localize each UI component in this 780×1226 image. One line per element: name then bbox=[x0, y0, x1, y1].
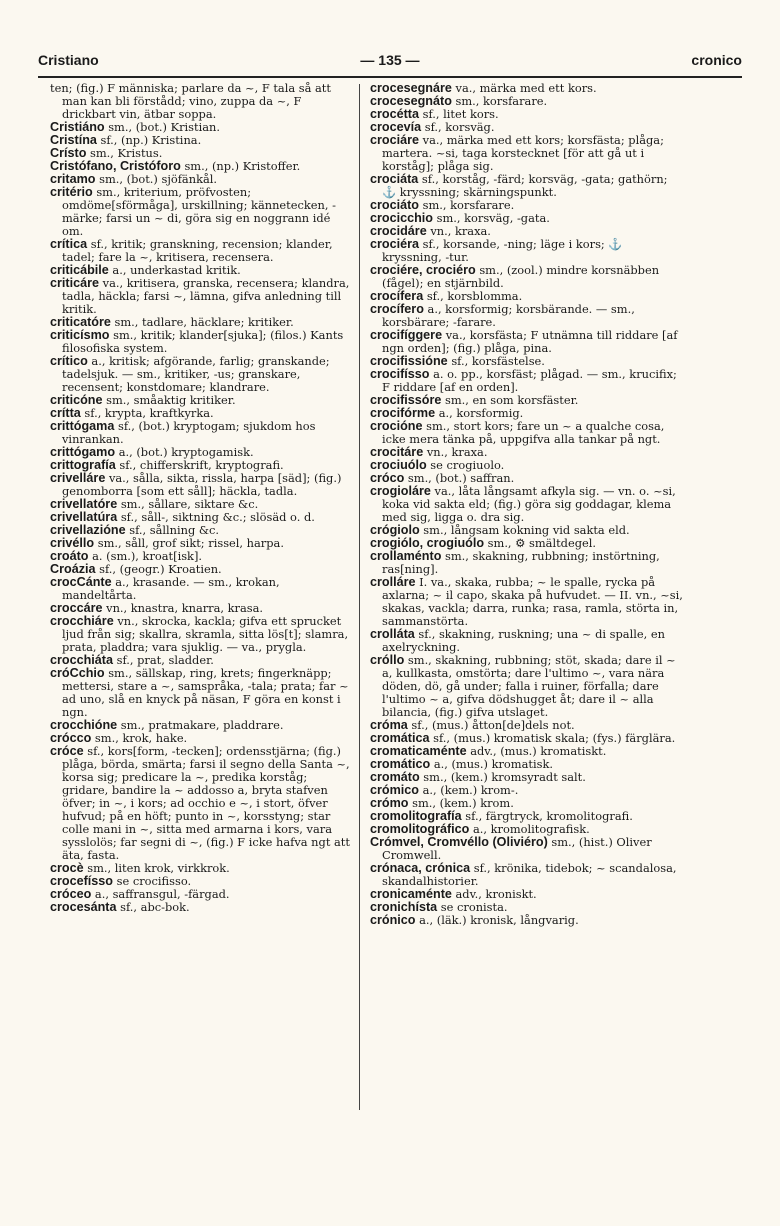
entry-definition: a., krasande. — sm., krokan, mandeltårta. bbox=[62, 575, 280, 602]
entry-headword: crómo bbox=[370, 796, 409, 810]
entry-headword: cromáto bbox=[370, 770, 420, 784]
entry-headword: crocesegnáto bbox=[370, 94, 452, 108]
entry-definition: sf., (mus.) kromatisk skala; (fys.) färglära. bbox=[429, 731, 676, 745]
entry-definition: sf., chifferskrift, kryptografi. bbox=[115, 458, 284, 472]
entry-headword: crociáto bbox=[370, 198, 419, 212]
dictionary-entry bbox=[370, 485, 685, 524]
entry-definition: sm., (kem.) krom. bbox=[408, 796, 514, 810]
entry-headword: crocCánte bbox=[50, 575, 112, 589]
entry-headword: crítica bbox=[50, 237, 88, 251]
entry-headword: crivellatóre bbox=[50, 497, 118, 511]
left-column bbox=[50, 82, 350, 914]
entry-headword: crócco bbox=[50, 731, 92, 745]
entry-definition: sf., kritik; granskning, recension; klander, tadel; fare la ~, kritisera, recensera. bbox=[62, 237, 333, 264]
entry-definition: sf., korsfästelse. bbox=[447, 354, 545, 368]
entry-definition: sm., skakning, rubbning; instörtning, ras[ning]. bbox=[382, 549, 660, 576]
dictionary-entry bbox=[50, 472, 350, 498]
dictionary-entry bbox=[50, 667, 350, 719]
entry-definition: sm., (kem.) kromsyradt salt. bbox=[419, 770, 586, 784]
entry-definition: sm., skakning, rubbning; stöt, skada; dare il ~ a, kullkasta, omstörta; dare l'ultimo ~, vara nära döden, dö, gå under; falla i ruiner, förfalla; dare l'ultimo ~ a, gifva dödshugget åt; dare il ~ alla bilancia, (fig.) gifva utslaget. bbox=[382, 653, 676, 719]
entry-definition: a. o. pp., korsfäst; plågad. — sm., krucifix; F riddare [af en orden]. bbox=[382, 367, 677, 394]
entry-headword: crocifórme bbox=[370, 406, 436, 420]
entry-definition: sf., såll-, siktning &c.; slösäd o. d. bbox=[117, 510, 315, 524]
dictionary-entry bbox=[370, 576, 685, 628]
entry-definition: a., (kem.) krom-. bbox=[419, 783, 519, 797]
entry-definition: ten; (fig.) F människa; parlare da ~, F tala så att man kan bli förstådd; vino, zuppa da ~, F drickbart vin, ätbar soppa. bbox=[50, 81, 331, 121]
entry-definition: sm., långsam kokning vid sakta eld. bbox=[419, 523, 630, 537]
entry-definition: sm., (bot.) sjöfänkål. bbox=[95, 172, 218, 186]
entry-headword: crivellatúra bbox=[50, 510, 118, 524]
entry-headword: croccáre bbox=[50, 601, 103, 615]
entry-headword: crocifíggere bbox=[370, 328, 443, 342]
entry-definition: vn., kraxa. bbox=[423, 445, 488, 459]
entry-headword: crocidáre bbox=[370, 224, 427, 238]
entry-headword: cromaticaménte bbox=[370, 744, 467, 758]
dictionary-entry bbox=[370, 628, 685, 654]
entry-definition: sf., kors[form, -tecken]; ordensstjärna; (fig.) plåga, börda, smärta; farsi il segno della Santa ~, korsa sig; predicare la ~, predika korståg; gridare, bandire la ~ addosso a, bryta stafven öfver; in ~, i kors; ad occhio e ~, i stort, öfver hufvud; på en höft; punto in ~, korsstyng; star colle mani in ~, sitta med armarna i kors, vara sysslolös; far segni di ~, (fig.) F icke hafva ngt att äta, fasta. bbox=[62, 744, 350, 862]
entry-headword: Croázia bbox=[50, 562, 96, 576]
entry-definition: sm., tadlare, häcklare; kritiker. bbox=[110, 315, 294, 329]
entry-definition: a., kritisk; afgörande, farlig; granskande; tadelsjuk. — sm., kritiker, -us; granskare, recensent; konstdomare; klandrare. bbox=[62, 354, 330, 394]
entry-headword: cróceo bbox=[50, 887, 92, 901]
entry-definition: sm., sållare, siktare &c. bbox=[117, 497, 259, 511]
entry-definition: sf., (np.) Kristina. bbox=[96, 133, 202, 147]
entry-headword: crolláre bbox=[370, 575, 416, 589]
entry-definition: sm., en som korsfäster. bbox=[441, 393, 579, 407]
dictionary-entry bbox=[50, 615, 350, 654]
dictionary-entry bbox=[50, 420, 350, 446]
entry-headword: crocióne bbox=[370, 419, 423, 433]
entry-headword: crítta bbox=[50, 406, 81, 420]
entry-definition: a., saffransgul, -färgad. bbox=[91, 887, 230, 901]
entry-definition: sm., (bot.) Kristian. bbox=[104, 120, 220, 134]
entry-definition: sm., korsfarare. bbox=[419, 198, 515, 212]
entry-headword: crociáta bbox=[370, 172, 419, 186]
entry-headword: criticísmo bbox=[50, 328, 110, 342]
dictionary-entry bbox=[50, 329, 350, 355]
entry-definition: va., märka med ett kors. bbox=[451, 81, 597, 95]
entry-headword: crolláta bbox=[370, 627, 415, 641]
entry-definition: vn., kraxa. bbox=[426, 224, 491, 238]
entry-definition: se cronista. bbox=[437, 900, 508, 914]
dictionary-entry bbox=[370, 368, 685, 394]
entry-headword: croáto bbox=[50, 549, 89, 563]
dictionary-entry bbox=[370, 134, 685, 173]
header-last-headword: cronico bbox=[691, 52, 742, 68]
entry-headword: crómico bbox=[370, 783, 419, 797]
entry-definition: a., (läk.) kronisk, långvarig. bbox=[415, 913, 579, 927]
entry-headword: criticatóre bbox=[50, 315, 111, 329]
entry-headword: cromático bbox=[370, 757, 431, 771]
entry-headword: Cristófano, Cristóforo bbox=[50, 159, 181, 173]
entry-headword: crocitáre bbox=[370, 445, 424, 459]
entry-definition: sf., (mus.) åtton[de]dels not. bbox=[407, 718, 575, 732]
dictionary-entry bbox=[50, 238, 350, 264]
entry-headword: criticáre bbox=[50, 276, 100, 290]
entry-definition: a., underkastad kritik. bbox=[108, 263, 241, 277]
entry-headword: Crísto bbox=[50, 146, 87, 160]
entry-headword: crónico bbox=[370, 913, 416, 927]
entry-headword: cróma bbox=[370, 718, 408, 732]
dictionary-entry bbox=[370, 654, 685, 719]
entry-definition: sm., korsväg, -gata. bbox=[433, 211, 550, 225]
entry-headword: cronichísta bbox=[370, 900, 438, 914]
dictionary-entry bbox=[370, 264, 685, 290]
entry-headword: crocétta bbox=[370, 107, 419, 121]
entry-headword: crociére, crociéro bbox=[370, 263, 476, 277]
entry-headword: cróco bbox=[370, 471, 405, 485]
entry-definition: va., sålla, sikta, rissla, harpa [säd]; (fig.) genomborra [som ett såll]; häckla, tadla. bbox=[62, 471, 342, 498]
entry-headword: crocífero bbox=[370, 302, 424, 316]
entry-definition: I. va., skaka, rubba; ~ le spalle, rycka på axlarna; ~ il capo, skaka på hufvudet. — II. vn., ~si, skakas, vackla; darra, runka; rasa, ramla, störta in, sammanstörta. bbox=[382, 575, 683, 628]
entry-definition: sm., sällskap, ring, krets; fingerknäpp; mettersi, stare a ~, samspråka, -tala; prata; far ~ ad uno, slå en knyck på näsan, F göra en konst i ngn. bbox=[62, 666, 349, 719]
dictionary-entry bbox=[370, 303, 685, 329]
entry-headword: crocevía bbox=[370, 120, 422, 134]
entry-headword: crociáre bbox=[370, 133, 420, 147]
entry-headword: crocífera bbox=[370, 289, 424, 303]
entry-headword: crocifissóre bbox=[370, 393, 442, 407]
entry-definition: a., korsformig. bbox=[435, 406, 524, 420]
entry-headword: crocè bbox=[50, 861, 84, 875]
entry-definition: se crocifisso. bbox=[113, 874, 192, 888]
entry-headword: cromolitográfico bbox=[370, 822, 470, 836]
entry-definition: sm., småaktig kritiker. bbox=[102, 393, 236, 407]
entry-definition: sf., sållning &c. bbox=[125, 523, 220, 537]
entry-headword: cronicaménte bbox=[370, 887, 452, 901]
entry-definition: sm., Kristus. bbox=[86, 146, 163, 160]
header-rule bbox=[38, 76, 742, 78]
entry-definition: va., korsfästa; F utnämna till riddare [af ngn orden]; (fig.) plåga, pina. bbox=[382, 328, 678, 355]
entry-definition: sm., ⚙ smältdegel. bbox=[484, 536, 596, 550]
entry-headword: crónaca, crónica bbox=[370, 861, 471, 875]
entry-definition: sf., korståg, -färd; korsväg, -gata; gathörn; ⚓ kryssning; skärningspunkt. bbox=[382, 172, 668, 199]
entry-headword: crociéra bbox=[370, 237, 420, 251]
entry-definition: a. (sm.), kroat[isk]. bbox=[88, 549, 203, 563]
dictionary-entry bbox=[50, 901, 350, 914]
entry-definition: sm., liten krok, virkkrok. bbox=[83, 861, 230, 875]
entry-definition: sf., prat, sladder. bbox=[113, 653, 214, 667]
entry-definition: sf., litet kors. bbox=[419, 107, 499, 121]
entry-headword: crociuólo bbox=[370, 458, 427, 472]
dictionary-entry bbox=[370, 329, 685, 355]
entry-headword: crivelláre bbox=[50, 471, 106, 485]
entry-headword: crittógamo bbox=[50, 445, 116, 459]
entry-definition: sf., skakning, ruskning; una ~ di spalle, en axelryckning. bbox=[382, 627, 665, 654]
entry-headword: crocifísso bbox=[370, 367, 430, 381]
entry-headword: crógiolo bbox=[370, 523, 420, 537]
entry-definition: sf., krönika, tidebok; ~ scandalosa, skandalhistorier. bbox=[382, 861, 677, 888]
entry-headword: cróce bbox=[50, 744, 84, 758]
dictionary-entry bbox=[50, 745, 350, 862]
entry-headword: crittografía bbox=[50, 458, 116, 472]
dictionary-entry bbox=[50, 277, 350, 316]
dictionary-entry bbox=[50, 186, 350, 238]
dictionary-entry bbox=[370, 238, 685, 264]
entry-definition: sm., kriterium, pröfvosten; omdömе[sförmåga], urskillning; kännetecken, -märke; farsi un ~ di, göra sig en noggrann idé om. bbox=[62, 185, 336, 238]
entry-headword: crogioláre bbox=[370, 484, 431, 498]
entry-definition: adv., (mus.) kromatiskt. bbox=[466, 744, 607, 758]
entry-headword: critério bbox=[50, 185, 93, 199]
entry-definition: va., märka med ett kors; korsfästa; plåga; martera. ~si, taga korstecknet [för att gå ut i korståg]; plåga sig. bbox=[382, 133, 664, 173]
entry-headword: criticóne bbox=[50, 393, 103, 407]
entry-definition: sm., korsfarare. bbox=[451, 94, 548, 108]
entry-definition: sm., såll, grof sikt; rissel, harpa. bbox=[94, 536, 284, 550]
entry-headword: cromática bbox=[370, 731, 430, 745]
column-divider bbox=[359, 84, 360, 1110]
entry-definition: a., (bot.) kryptogamisk. bbox=[115, 445, 254, 459]
entry-definition: va., låta långsamt afkyla sig. — vn. o. ~si, koka vid sakta eld; (fig.) göra sig goddagar, klema med sig, ligga o. dra sig. bbox=[382, 484, 676, 524]
dictionary-entry bbox=[50, 576, 350, 602]
dictionary-entry bbox=[370, 420, 685, 446]
dictionary-entry bbox=[370, 173, 685, 199]
entry-headword: Crómvel, Cromvéllo (Oliviéro) bbox=[370, 835, 548, 849]
entry-headword: crocifissióne bbox=[370, 354, 448, 368]
entry-definition: sm., krok, hake. bbox=[91, 731, 188, 745]
entry-definition: a., korsformig; korsbärande. — sm., korsbärare; -farare. bbox=[382, 302, 635, 329]
entry-headword: crocicchio bbox=[370, 211, 433, 225]
entry-headword: critamo bbox=[50, 172, 96, 186]
dictionary-entry bbox=[370, 836, 685, 862]
entry-definition: sm., (zool.) mindre korsnäbben (fågel); en stjärnbild. bbox=[382, 263, 660, 290]
entry-definition: sf., abc-bok. bbox=[116, 900, 190, 914]
entry-definition: sf., korsblomma. bbox=[423, 289, 523, 303]
dictionary-entry bbox=[50, 82, 350, 121]
entry-definition: sf., korsande, -ning; läge i kors; ⚓ kryssning, -tur. bbox=[382, 237, 623, 264]
entry-headword: crogiólo, crogiuólo bbox=[370, 536, 485, 550]
entry-headword: crivéllo bbox=[50, 536, 95, 550]
dictionary-entry bbox=[370, 914, 685, 927]
entry-headword: crocesegnáre bbox=[370, 81, 452, 95]
page-header bbox=[38, 52, 742, 74]
entry-definition: sm., (hist.) Oliver Cromwell. bbox=[382, 835, 652, 862]
entry-definition: vn., knastra, knarra, krasa. bbox=[102, 601, 264, 615]
entry-headword: Cristína bbox=[50, 133, 97, 147]
entry-headword: crocchiáre bbox=[50, 614, 114, 628]
entry-headword: crítico bbox=[50, 354, 88, 368]
dictionary-entry bbox=[370, 862, 685, 888]
entry-headword: Cristiáno bbox=[50, 120, 105, 134]
entry-definition: adv., kroniskt. bbox=[451, 887, 537, 901]
entry-headword: crocefísso bbox=[50, 874, 113, 888]
entry-headword: crocesánta bbox=[50, 900, 117, 914]
entry-definition: a., kromolitografisk. bbox=[469, 822, 590, 836]
dictionary-entry bbox=[370, 550, 685, 576]
entry-definition: sf., (geogr.) Kroatien. bbox=[95, 562, 222, 576]
page-number: — 135 — bbox=[360, 52, 420, 68]
entry-definition: sf., färgtryck, kromolitografi. bbox=[461, 809, 633, 823]
entry-definition: sm., stort kors; fare un ~ a qualche cosa, icke mera tänka på, uppgifva alla tankar på ngt. bbox=[382, 419, 665, 446]
entry-headword: crivellazióne bbox=[50, 523, 126, 537]
dictionary-entry bbox=[50, 355, 350, 394]
entry-headword: criticábile bbox=[50, 263, 109, 277]
entry-definition: se crogiuolo. bbox=[426, 458, 505, 472]
entry-headword: cromolitografía bbox=[370, 809, 462, 823]
entry-definition: va., kritisera, granska, recensera; klandra, tadla, häckla; farsi ~, lämna, gifva anledning till kritik. bbox=[62, 276, 350, 316]
entry-definition: sf., krypta, kraftkyrka. bbox=[80, 406, 214, 420]
entry-definition: sm., pratmakare, pladdrare. bbox=[117, 718, 284, 732]
entry-definition: a., (mus.) kromatisk. bbox=[430, 757, 553, 771]
entry-headword: cróCchio bbox=[50, 666, 105, 680]
entry-headword: crocchióne bbox=[50, 718, 118, 732]
right-column bbox=[370, 82, 685, 927]
entry-definition: sf., korsväg. bbox=[421, 120, 495, 134]
entry-headword: cróllo bbox=[370, 653, 405, 667]
entry-definition: sm., (bot.) saffran. bbox=[404, 471, 515, 485]
entry-definition: sm., (np.) Kristoffer. bbox=[180, 159, 301, 173]
entry-definition: sf., (bot.) kryptogam; sjukdom hos vinrankan. bbox=[62, 419, 316, 446]
entry-headword: crocchiáta bbox=[50, 653, 113, 667]
header-first-headword: Cristiano bbox=[38, 52, 99, 68]
entry-headword: crollaménto bbox=[370, 549, 442, 563]
entry-headword: crittógama bbox=[50, 419, 115, 433]
entry-definition: sm., kritik; klander[sjuka]; (filos.) Kants filosofiska system. bbox=[62, 328, 344, 355]
entry-definition: vn., skrocka, kackla; gifva ett sprucket ljud från sig; skallra, skramla, sitta lös[t]; slamra, prata, pladdra; vara sjuklig. — va., prygla. bbox=[62, 614, 349, 654]
